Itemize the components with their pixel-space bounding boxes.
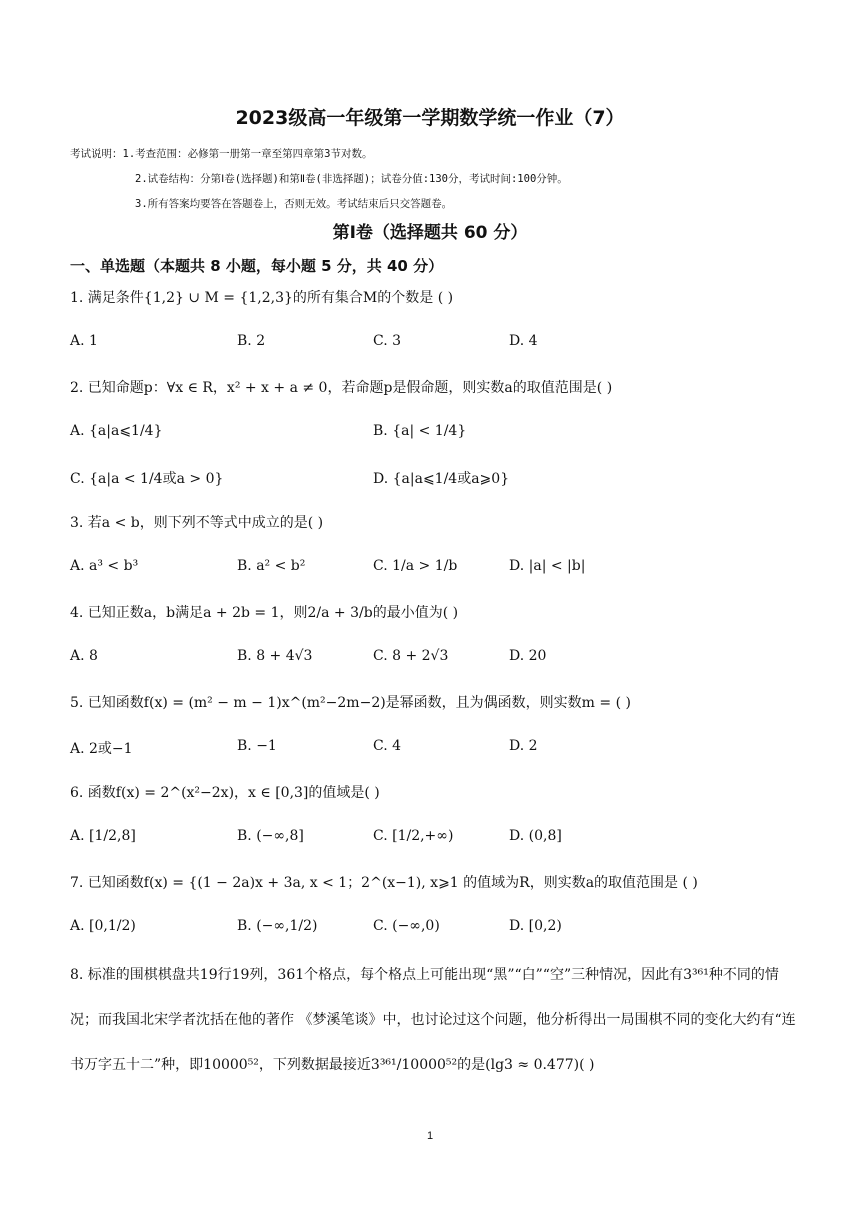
option-d: D. 20 (509, 648, 547, 664)
option-d: D. |a| < |b| (509, 558, 586, 574)
note-scope: 考试说明：1.考查范围：必修第一册第一章至第四章第3节对数。 (70, 148, 373, 160)
option-a: A. [1/2,8] (70, 828, 136, 844)
note-structure: 2.试卷结构：分第Ⅰ卷(选择题)和第Ⅱ卷(非选择题)；试卷分值:130分，考试时间:100分钟。 (135, 173, 568, 185)
exam-title: 2023级高一年级第一学期数学统一作业（7） (235, 107, 625, 129)
option-a: A. a³ < b³ (70, 558, 139, 574)
question-2-options-row1 (70, 423, 800, 449)
question-6-stem: 6. 函数f(x) = 2^(x²−2x)，x ∈ [0,3]的值域是( ) (70, 785, 380, 801)
part-one-title: 第Ⅰ卷（选择题共 60 分） (332, 223, 528, 243)
option-c: C. 8 + 2√3 (373, 648, 449, 664)
question-1-stem: 1. 满足条件{1,2} ∪ M = {1,2,3}的所有集合M的个数是 ( ) (70, 290, 454, 306)
option-a: A. {a|a⩽1/4} (70, 423, 163, 439)
note-answer-sheet: 3.所有答案均要答在答题卷上，否则无效。考试结束后只交答题卷。 (135, 198, 453, 210)
option-b: B. 8 + 4√3 (237, 648, 313, 664)
option-b: B. (−∞,1/2) (237, 918, 318, 934)
option-c: C. [1/2,+∞) (373, 828, 454, 844)
option-c: C. 1/a > 1/b (373, 558, 458, 574)
question-4-options (70, 648, 800, 674)
question-3-options (70, 558, 800, 584)
exam-notes (70, 142, 810, 217)
question-7-stem: 7. 已知函数f(x) = {(1 − 2a)x + 3a, x < 1；2^(x−1), x⩾1 的值域为R，则实数a的取值范围是 ( ) (70, 875, 698, 891)
option-a: A. 2或−1 (70, 741, 133, 757)
question-5-stem: 5. 已知函数f(x) = (m² − m − 1)x^(m²−2m−2)是幂函数，且为偶函数，则实数m = ( ) (70, 695, 631, 711)
option-b: B. 2 (237, 333, 266, 349)
option-c: C. 3 (373, 333, 402, 349)
option-d: D. (0,8] (509, 828, 562, 844)
option-a: A. 8 (70, 648, 98, 664)
option-c: C. {a|a < 1/4或a > 0} (70, 471, 224, 487)
option-b: B. −1 (237, 738, 277, 754)
option-b: B. a² < b² (237, 558, 306, 574)
question-3-stem: 3. 若a < b，则下列不等式中成立的是( ) (70, 515, 324, 531)
option-b: B. {a| < 1/4} (373, 423, 467, 439)
question-6-options (70, 828, 800, 854)
question-7-options (70, 918, 800, 944)
question-8-stem: 8. 标准的围棋棋盘共19行19列，361个格点，每个格点上可能出现“黑”“白”“空”三种情况，因此有3³⁶¹种不同的情况；而我国北宋学者沈括在他的著作 《梦溪笔谈》中，也讨论过这个问题，他分析得出一局围棋不同的变化大约有“连书万字五十二”种，即10000⁵²，下列数据最接近3³⁶¹/10000⁵²的是(lg3 ≈ 0.477)( ) (70, 967, 796, 1073)
option-d: D. [0,2) (509, 918, 562, 934)
question-2-stem: 2. 已知命题p：∀x ∈ R，x² + x + a ≠ 0，若命题p是假命题，则实数a的取值范围是( ) (70, 380, 613, 396)
page-number: 1 (426, 1130, 434, 1142)
option-a: A. [0,1/2) (70, 918, 136, 934)
option-d: D. 4 (509, 333, 538, 349)
question-4-stem: 4. 已知正数a，b满足a + 2b = 1，则2/a + 3/b的最小值为( ) (70, 605, 459, 621)
question-2-options-row2 (70, 468, 800, 494)
option-c: C. 4 (373, 738, 402, 754)
option-d: D. {a|a⩽1/4或a⩾0} (373, 471, 510, 487)
option-d: D. 2 (509, 738, 538, 754)
section-title: 一、单选题（本题共 8 小题，每小题 5 分，共 40 分） (70, 257, 444, 275)
question-5-options (70, 738, 800, 764)
option-c: C. (−∞,0) (373, 918, 440, 934)
option-b: B. (−∞,8] (237, 828, 304, 844)
question-1-options (70, 333, 800, 359)
option-a: A. 1 (70, 333, 98, 349)
